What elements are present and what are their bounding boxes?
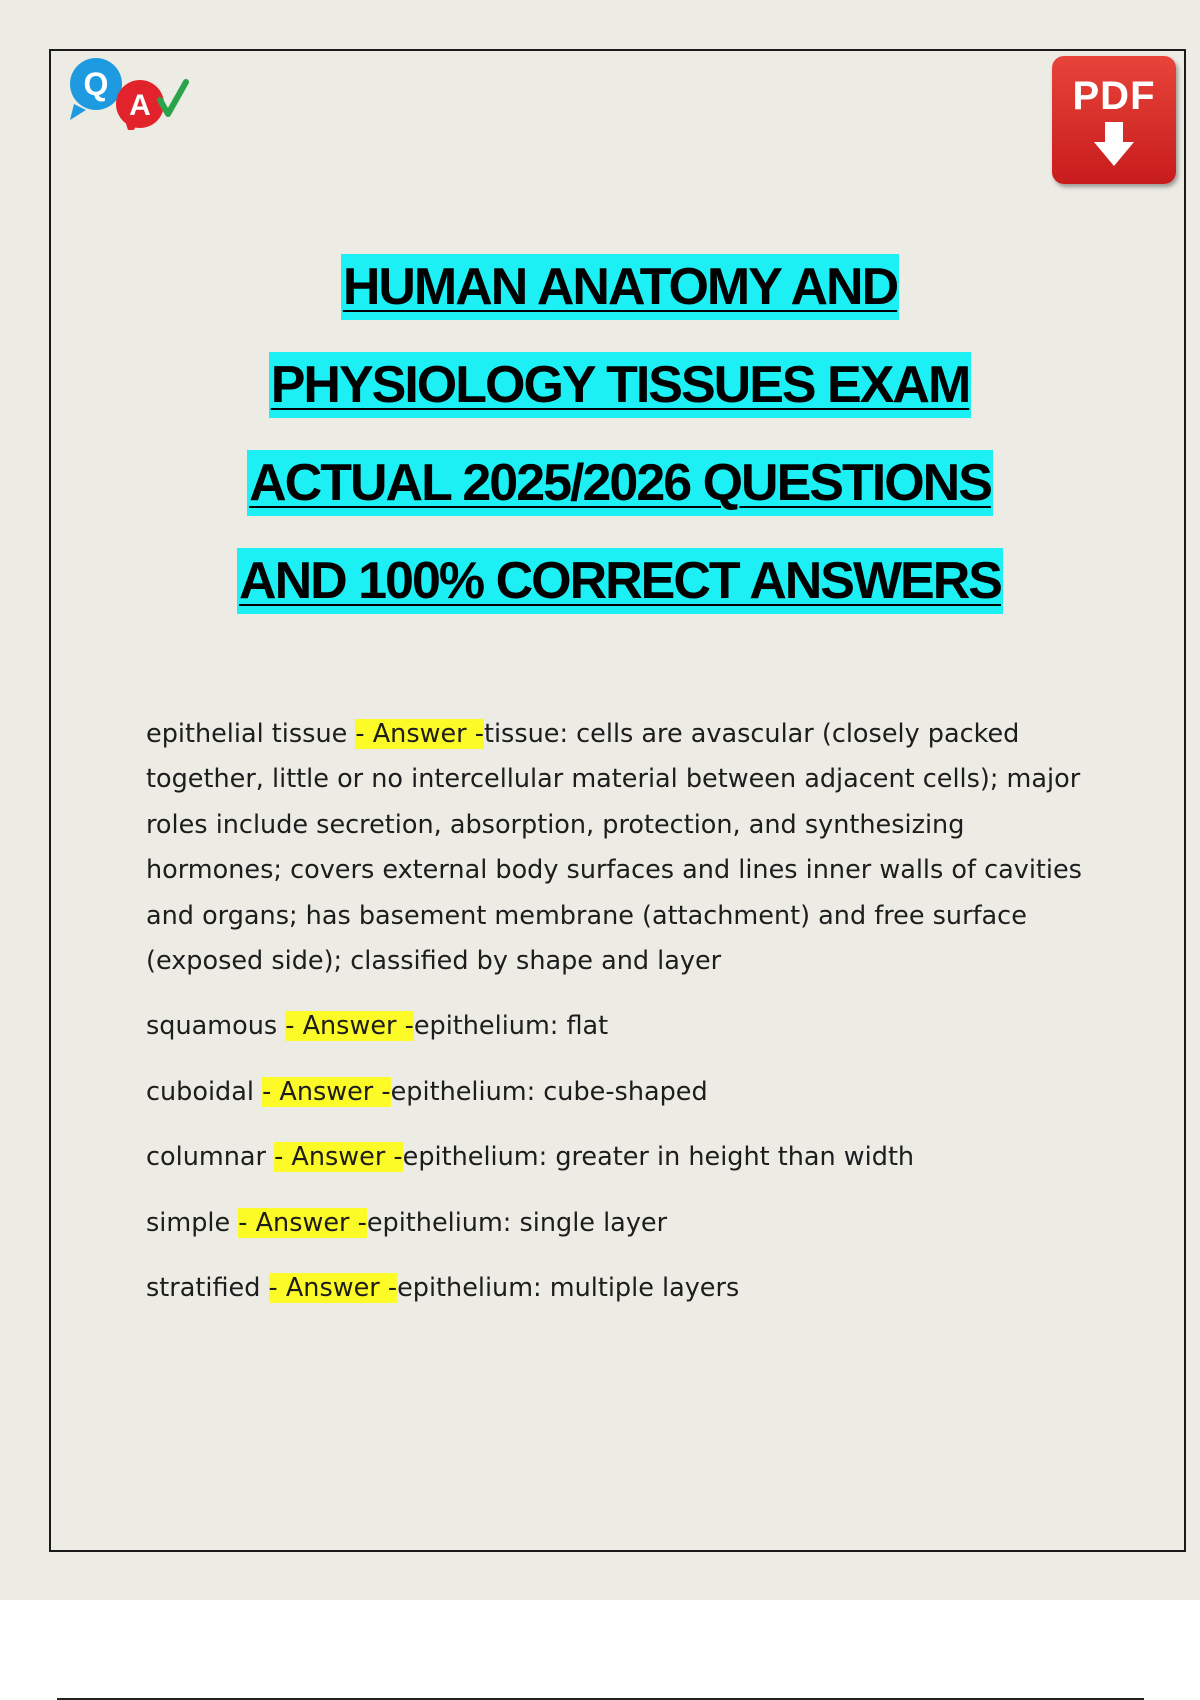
qa-term: simple — [146, 1207, 239, 1238]
logo-a-letter: A — [129, 89, 151, 122]
answer-marker: - Answer - — [355, 719, 484, 749]
answer-marker: - Answer - — [268, 1273, 398, 1304]
qa-term: cuboidal — [146, 1076, 263, 1107]
qa-list — [146, 712, 1096, 1332]
answer-marker: - Answer - — [274, 1142, 403, 1173]
qa-term: columnar — [146, 1142, 275, 1173]
title-line-1: HUMAN ANATOMY AND — [100, 238, 1140, 336]
qa-answer: epithelium: multiple layers — [397, 1273, 740, 1304]
title-line-4: AND 100% CORRECT ANSWERS — [100, 532, 1140, 630]
answer-marker: - Answer - — [238, 1207, 367, 1238]
download-arrow-icon — [1092, 122, 1136, 168]
document-title — [100, 238, 1140, 630]
qa-item-simple — [146, 1201, 1096, 1246]
qa-answer: tissue: cells are avascular (closely packed together, little or no intercellular material between adjacent cells); major roles include secretion, absorption, protection, and synthesizing hormones; covers external body surfaces and lines inner walls of cavities and organs; has basement membrane (attachment) and free surface (exposed side); classified by shape and layer — [146, 719, 1082, 977]
qa-term: stratified — [146, 1273, 269, 1304]
qa-answer: epithelium: flat — [413, 1011, 609, 1042]
qa-item-cuboidal — [146, 1070, 1096, 1115]
pdf-badge-label: PDF — [1072, 74, 1156, 118]
qa-item-columnar — [146, 1135, 1096, 1180]
qa-item-epithelial-tissue — [146, 712, 1096, 984]
answer-marker: - Answer - — [285, 1011, 414, 1042]
qa-check-logo-icon — [68, 56, 190, 130]
qa-term: squamous — [146, 1011, 286, 1042]
logo-q-letter: Q — [83, 66, 109, 102]
title-line-2: PHYSIOLOGY TISSUES EXAM — [100, 336, 1140, 434]
answer-marker: - Answer - — [262, 1076, 391, 1107]
pdf-download-button[interactable] — [1052, 56, 1176, 184]
qa-answer: epithelium: cube-shaped — [390, 1076, 708, 1107]
qa-answer: epithelium: greater in height than width — [402, 1142, 915, 1173]
qa-answer: epithelium: single layer — [366, 1207, 668, 1238]
qa-term: epithelial tissue — [146, 719, 356, 749]
qa-item-stratified — [146, 1266, 1096, 1311]
qa-item-squamous — [146, 1004, 1096, 1049]
title-line-3: ACTUAL 2025/2026 QUESTIONS — [100, 434, 1140, 532]
